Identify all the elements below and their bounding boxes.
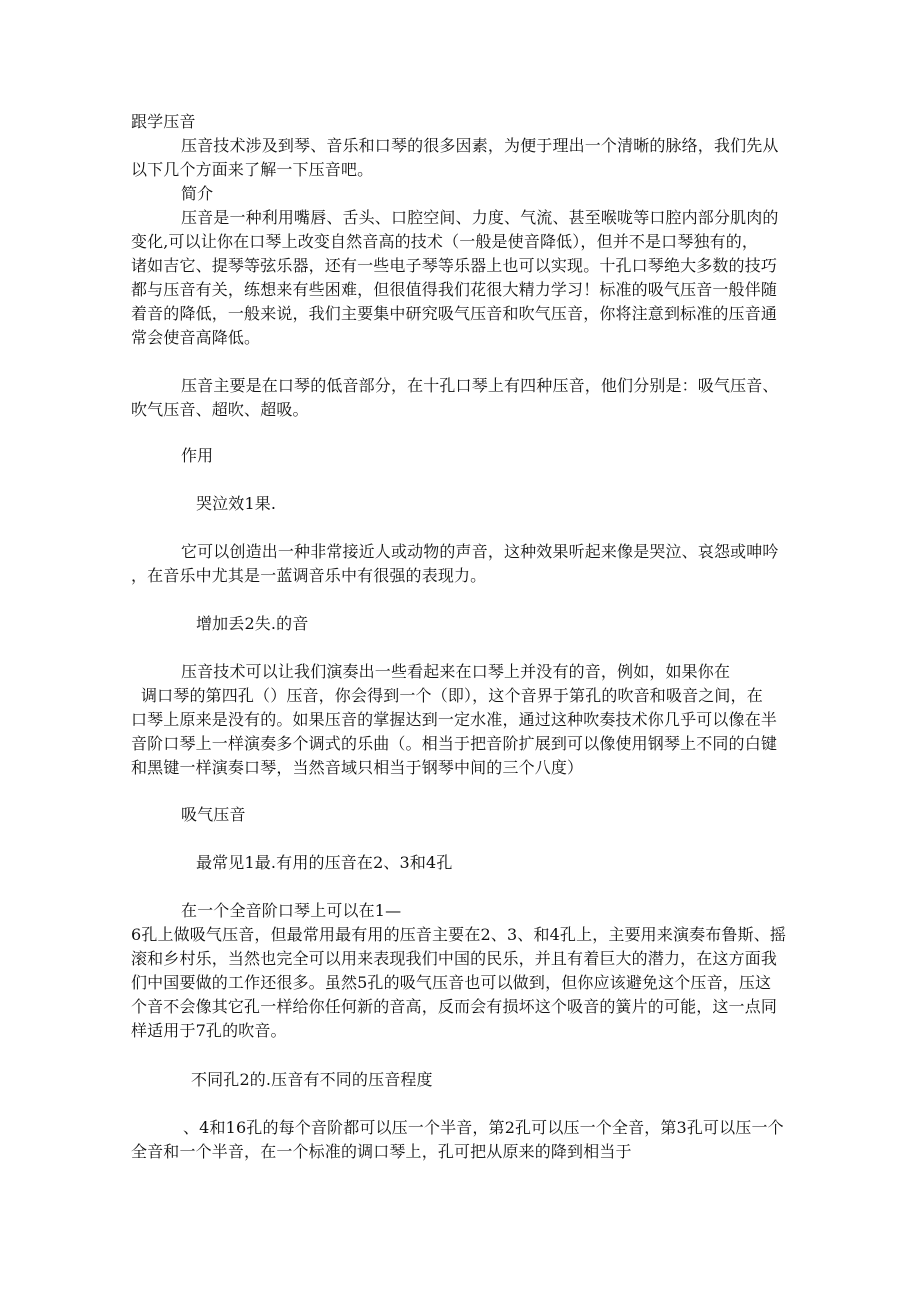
heading-effect: 作用 — [181, 446, 214, 465]
heading-intro: 简介 — [181, 184, 214, 203]
intro-line-2: 以下几个方面来了解一下压音吧。 — [131, 160, 374, 179]
draw-1-line-2: 6孔上做吸气压音，但最常用最有用的压音主要在2、3、和4孔上，主要用来演奏布鲁斯、摇 — [131, 925, 787, 944]
effect-1-line-1: 它可以创造出一种非常接近人或动物的声音，这种效果听起来像是哭泣、哀怨或呻吟 — [181, 542, 779, 561]
draw-1-heading: 最常见1最.有用的压音在2、3和4孔 — [196, 853, 453, 872]
effect-2-line-2: 调口琴的第四孔（）压音，你会得到一个（即），这个音界于第孔的吹音和吸音之间，在 — [141, 686, 763, 705]
document-title: 跟学压音 — [131, 112, 196, 131]
intro-body-line-4: 都与压音有关，练想来有些困难，但很值得我们花很大精力学习！标准的吸气压音一般伴随 — [131, 280, 778, 299]
intro-body-line-3: 诸如吉它、提琴等弦乐器，还有一些电子琴等乐器上也可以实现。十孔口琴绝大多数的技巧 — [131, 256, 778, 275]
draw-2-line-1: 、4和16孔的每个音阶都可以压一个半音，第2孔可以压一个全音，第3孔可以压一个 — [183, 1118, 784, 1137]
draw-1-line-6: 样适用于7孔的吹音。 — [131, 1021, 287, 1040]
draw-1-line-4: 们中国要做的工作还很多。虽然5孔的吸气压音也可以做到，但你应该避免这个压音，压这 — [131, 973, 772, 992]
effect-2-line-3: 口琴上原来是没有的。如果压音的掌握达到一定水准，通过这种吹奏技术你几乎可以像在半 — [131, 710, 778, 729]
types-line-2: 吹气压音、超吹、超吸。 — [131, 400, 309, 419]
intro-line-1: 压音技术涉及到琴、音乐和口琴的很多因素，为便于理出一个清晰的脉络，我们先从 — [181, 136, 779, 155]
effect-2-line-4: 音阶口琴上一样演奏多个调式的乐曲（。相当于把音阶扩展到可以像使用钢琴上不同的白键 — [131, 734, 778, 753]
draw-1-line-3: 滚和乡村乐，当然也完全可以用来表现我们中国的民乐，并且有着巨大的潜力，在这方面我 — [131, 949, 778, 968]
effect-2-heading: 增加丢2失.的音 — [196, 614, 309, 633]
draw-2-heading: 不同孔2的.压音有不同的压音程度 — [191, 1070, 433, 1089]
types-line-1: 压音主要是在口琴的低音部分，在十孔口琴上有四种压音，他们分别是：吸气压音、 — [181, 376, 779, 395]
draw-1-line-5: 个音不会像其它孔一样给你任何新的音高，反而会有损坏这个吸音的簧片的可能，这一点同 — [131, 997, 778, 1016]
heading-draw-bend: 吸气压音 — [181, 805, 246, 824]
intro-body-line-6: 常会使音高降低。 — [131, 328, 261, 347]
intro-body-line-2: 变化,可以让你在口琴上改变自然音高的技术（一般是使音降低），但并不是口琴独有的， — [131, 232, 759, 251]
draw-2-line-2: 全音和一个半音，在一个标准的调口琴上，孔可把从原来的降到相当于 — [131, 1142, 632, 1161]
intro-body-line-5: 着音的降低，一般来说，我们主要集中研究吸气压音和吹气压音，你将注意到标准的压音通 — [131, 304, 778, 323]
draw-1-line-1: 在一个全音阶口琴上可以在1— — [181, 901, 402, 920]
intro-body-line-1: 压音是一种利用嘴唇、舌头、口腔空间、力度、气流、甚至喉咙等口腔内部分肌肉的 — [181, 208, 779, 227]
effect-2-line-5: 和黑键一样演奏口琴，当然音域只相当于钢琴中间的三个八度） — [131, 758, 584, 777]
effect-1-heading: 哭泣效1果. — [196, 494, 277, 513]
effect-1-line-2: ，在音乐中尤其是一蓝调音乐中有很强的表现力。 — [131, 566, 487, 585]
effect-2-line-1: 压音技术可以让我们演奏出一些看起来在口琴上并没有的音，例如，如果你在 — [181, 662, 731, 681]
